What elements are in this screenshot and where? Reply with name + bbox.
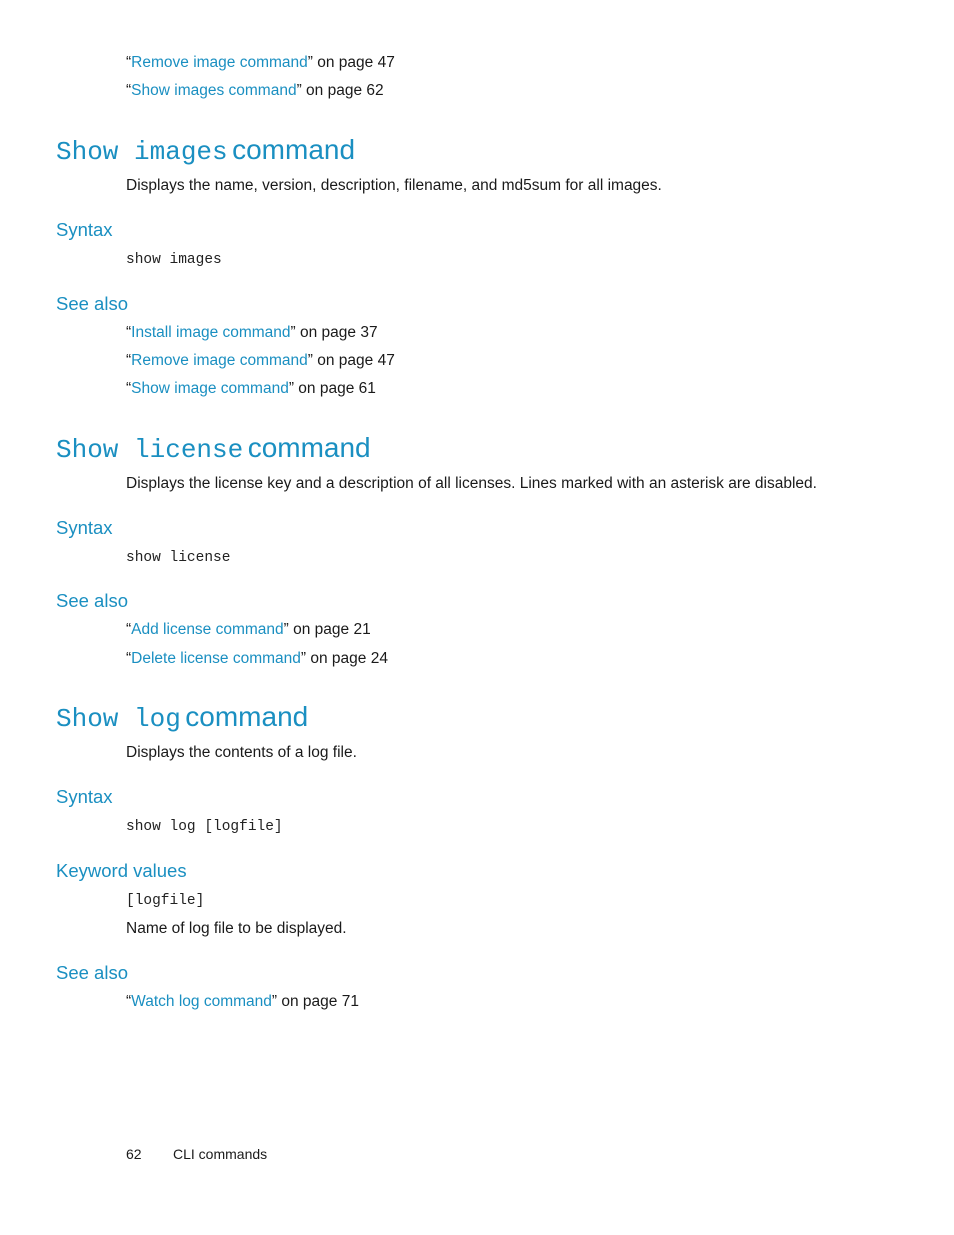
reference-line: “Remove image command” on page 47 xyxy=(126,352,395,369)
keyword-name: [logfile] xyxy=(126,893,205,909)
reference-line: “Install image command” on page 37 xyxy=(126,324,378,341)
syntax-heading: Syntax xyxy=(56,517,113,538)
xref-link[interactable]: Install image command xyxy=(131,324,291,341)
reference-line: “Show images command” on page 62 xyxy=(126,82,384,99)
syntax-code: show license xyxy=(126,550,231,566)
see-also-heading: See also xyxy=(56,293,128,314)
reference-line: “Show image command” on page 61 xyxy=(126,380,376,397)
section-description: Displays the contents of a log file. xyxy=(126,744,357,761)
keyword-values-heading: Keyword values xyxy=(56,860,187,881)
syntax-code: show images xyxy=(126,252,222,268)
footer-section-title: CLI commands xyxy=(173,1146,268,1162)
xref-link[interactable]: Remove image command xyxy=(131,352,308,369)
section-title: Show log command xyxy=(56,701,309,734)
section-title: Show images command xyxy=(56,134,356,167)
syntax-heading: Syntax xyxy=(56,786,113,807)
syntax-heading: Syntax xyxy=(56,219,113,240)
reference-line: “Remove image command” on page 47 xyxy=(126,54,395,71)
reference-line: “Delete license command” on page 24 xyxy=(126,650,388,667)
xref-link[interactable]: Delete license command xyxy=(131,650,301,667)
keyword-description: Name of log file to be displayed. xyxy=(126,920,347,937)
section-description: Displays the license key and a description of all licenses. Lines marked with an asterisk are disabled. xyxy=(126,475,817,492)
see-also-heading: See also xyxy=(56,590,128,611)
xref-link[interactable]: Show images command xyxy=(131,82,297,99)
xref-link[interactable]: Show image command xyxy=(131,380,289,397)
syntax-code: show log [logfile] xyxy=(126,819,283,835)
section-title: Show license command xyxy=(56,432,371,465)
reference-line: “Add license command” on page 21 xyxy=(126,621,371,638)
reference-line: “Watch log command” on page 71 xyxy=(126,993,359,1010)
page-number: 62 xyxy=(126,1146,142,1162)
section-description: Displays the name, version, description, filename, and md5sum for all images. xyxy=(126,177,662,194)
see-also-heading: See also xyxy=(56,962,128,983)
xref-link[interactable]: Remove image command xyxy=(131,54,308,71)
xref-link[interactable]: Watch log command xyxy=(131,993,272,1010)
xref-link[interactable]: Add license command xyxy=(131,621,284,638)
